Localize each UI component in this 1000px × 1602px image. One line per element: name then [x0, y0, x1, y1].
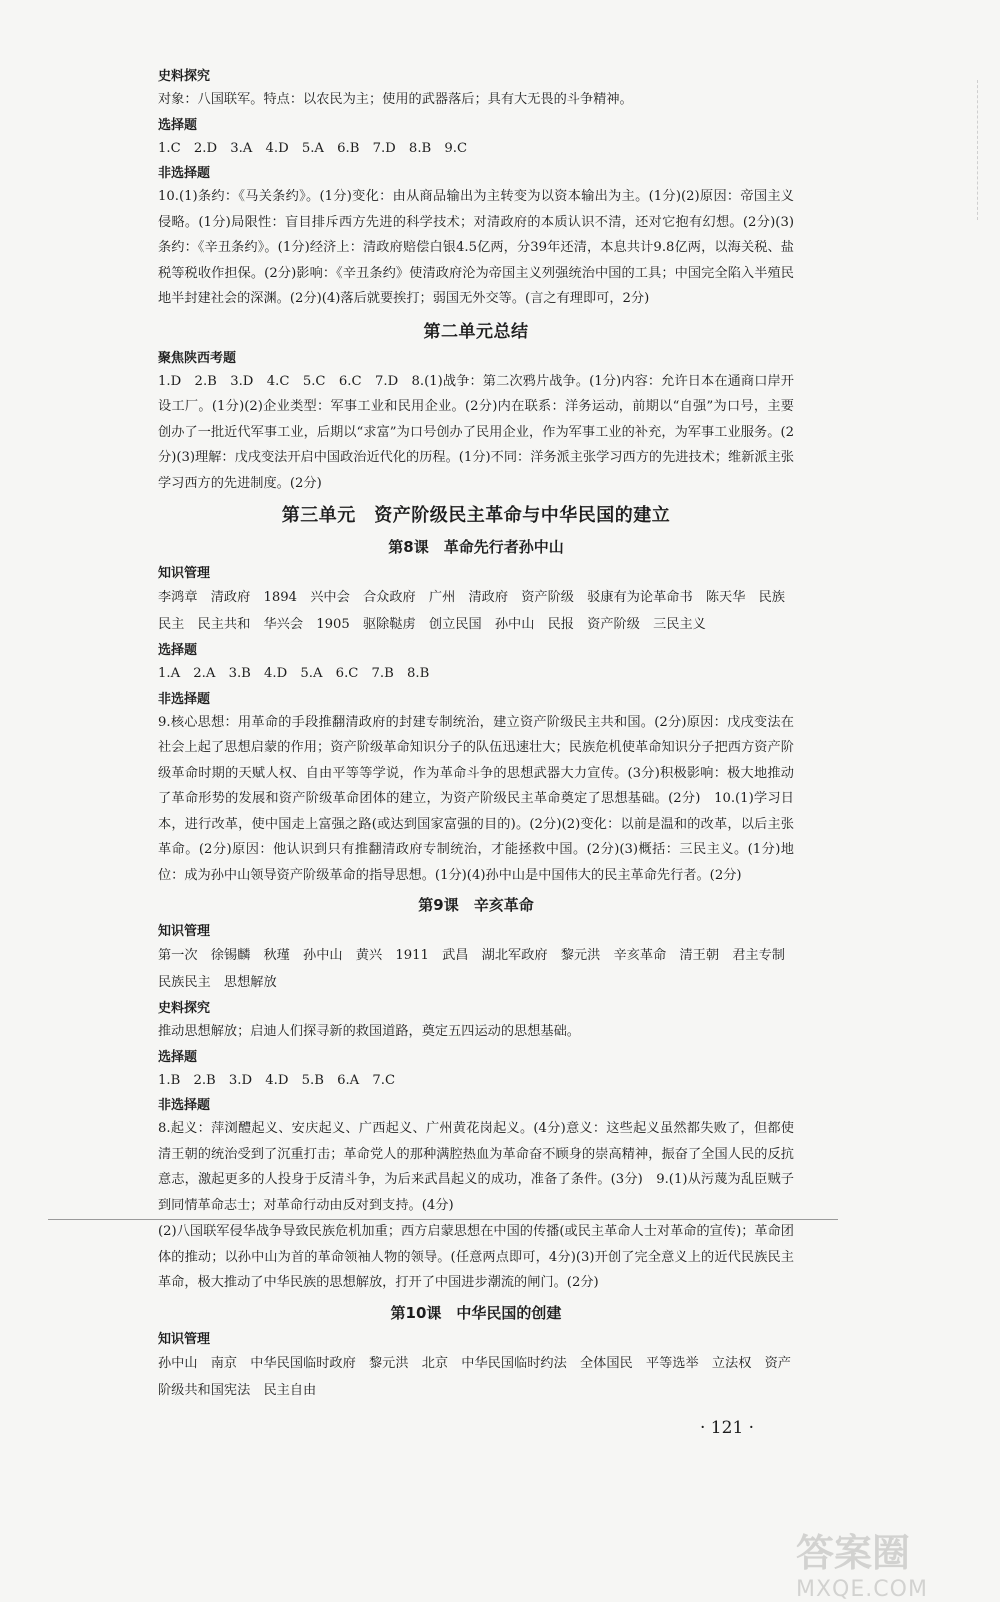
unit-2-summary-title: 第二单元总结: [423, 321, 529, 342]
lesson-8-title: 第8课 革命先行者孙中山: [388, 538, 564, 556]
lesson-9-title: 第9课 辛亥革命: [418, 896, 534, 914]
section-label-non-choice: 非选择题: [158, 691, 211, 707]
section-label-shaanxi-exam: 聚焦陕西考题: [158, 350, 237, 366]
scan-divider-line: [48, 1219, 838, 1220]
multiple-choice-answers: 1.C 2.D 3.A 4.D 5.A 6.B 7.D 8.B 9.C: [158, 140, 468, 156]
answer-page: [158, 64, 799, 1404]
section-label-non-choice: 非选择题: [158, 1098, 211, 1113]
unit-3-title: 第三单元 资产阶级民主革命与中华民国的建立: [281, 505, 671, 526]
non-choice-answers: 10.(1)条约：《马关条约》。(1分)变化：由从商品输出为主转变为以资本输出为主。(1分)(2)原因：帝国主义侵略。(1分)局限性：盲目排斥西方先进的科学技术；对清政府的本质认识不清，还对它抱有幻想。(2分)(3)条约：《辛丑条约》。(1分)经济上：清政府赔偿白银4.5亿两，分39年还清，本息共计9.8亿两，以海关税、盐税等税收作担保。(2分)影响：《辛丑条约》使清政府沦为帝国主义列强统治中国的工具；中国完全陷入半殖民地半封建社会的深渊。(2分)(4)落后就要挨打；弱国无外交等。(言之有理即可，2分): [158, 189, 794, 306]
watermark-brand: 答案圈: [796, 1531, 911, 1575]
section-label-knowledge: 知识管理: [158, 1331, 211, 1347]
knowledge-keywords: 李鸿章 清政府 1894 兴中会 合众政府 广州 清政府 资产阶级 驳康有为论革命书 陈天华 民族民主 民主共和 华兴会 1905 驱除鞑虏 创立民国 孙中山 民报 资产阶级 三民主义: [158, 590, 785, 632]
shaanxi-exam-answers: 1.D 2.B 3.D 4.C 5.C 6.C 7.D 8.(1)战争：第二次鸦片战争。(1分)内容：允许日本在通商口岸开设工厂。(1分)(2)企业类型：军事工业和民用企业。(2分)内在联系：洋务运动，前期以“自强”为口号，主要创办了一批近代军事工业，后期以“求富”为口号创办了民用企业，作为军事工业的补充，为军事工业服务。(2分)(3)理解：戊戌变法开启中国政治近代化的历程。(1分)不同：洋务派主张学习西方的先进技术；维新派主张学习西方的先进制度。(2分): [158, 373, 794, 491]
watermark-logo: [796, 1522, 986, 1602]
section-label-non-choice: 非选择题: [158, 166, 211, 181]
knowledge-keywords: 孙中山 南京 中华民国临时政府 黎元洪 北京 中华民国临时约法 全体国民 平等选举 立法权 资产阶级共和国宪法 民主自由: [158, 1355, 791, 1398]
section-label-historical-inquiry: 史料探究: [158, 69, 211, 84]
section-label-historical-inquiry: 史料探究: [158, 1001, 211, 1016]
multiple-choice-answers: 1.A 2.A 3.B 4.D 5.A 6.C 7.B 8.B: [158, 666, 430, 681]
watermark-url: MXQE.COM: [796, 1577, 928, 1602]
multiple-choice-answers: 1.B 2.B 3.D 4.D 5.B 6.A 7.C: [158, 1072, 396, 1088]
non-choice-answers-part-1: 8.起义：萍浏醴起义、安庆起义、广西起义、广州黄花岗起义。(4分)意义：这些起义虽然都失败了，但都使清王朝的统治受到了沉重打击；革命党人的那种满腔热血为革命奋不顾身的崇高精神，振奋了全国人民的反抗意志，激起更多的人投身于反清斗争，为后来武昌起义的成功，准备了条件。(3分) 9.(1)从污蔑为乱臣贼子到同情革命志士；对革命行动由反对到支持。(4分): [158, 1121, 794, 1213]
section-label-knowledge: 知识管理: [158, 924, 211, 939]
non-choice-answers-part-2: (2)八国联军侵华战争导致民族危机加重；西方启蒙思想在中国的传播(或民主革命人士对革命的宣传)；革命团体的推动；以孙中山为首的革命领袖人物的领导。(任意两点即可，4分)(3)开创了完全意义上的近代民族民主革命，极大推动了中华民族的思想解放，打开了中国进步潮流的闸门。(2分): [158, 1224, 794, 1290]
lesson-10-title: 第10课 中华民国的创建: [390, 1303, 562, 1322]
page-edge-strip: [977, 80, 1000, 220]
section-label-multiple-choice: 选择题: [158, 117, 198, 133]
section-label-knowledge: 知识管理: [158, 566, 211, 581]
non-choice-answers: 9.核心思想：用革命的手段推翻清政府的封建专制统治，建立资产阶级民主共和国。(2分)原因：戊戌变法在社会上起了思想启蒙的作用；资产阶级革命知识分子的队伍迅速壮大；民族危机使革命知识分子把西方资产阶级革命时期的天赋人权、自由平等等学说，作为革命斗争的思想武器大力宣传。(3分)积极影响：极大地推动了革命形势的发展和资产阶级革命团体的建立，为资产阶级民主革命奠定了思想基础。(2分) 10.(1)学习日本，进行改革，使中国走上富强之路(或达到国家富强的目的)。(2分)(2)变化：以前是温和的改革，以后主张革命。(2分)原因：他认识到只有推翻清政府专制统治，才能拯救中国。(2分)(3)概括：三民主义。(1分)地位：成为孙中山领导资产阶级革命的指导思想。(1分)(4)孙中山是中国伟大的民主革命先行者。(2分): [158, 714, 794, 883]
knowledge-keywords: 第一次 徐锡麟 秋瑾 孙中山 黄兴 1911 武昌 湖北军政府 黎元洪 辛亥革命 清王朝 君主专制 民族民主 思想解放: [158, 948, 799, 990]
historical-inquiry-answer: 对象：八国联军。特点：以农民为主；使用的武器落后；具有大无畏的斗争精神。: [158, 92, 633, 107]
section-label-multiple-choice: 选择题: [158, 643, 198, 658]
page-number: · 121 ·: [700, 1418, 755, 1438]
historical-inquiry-answer: 推动思想解放；启迪人们探寻新的救国道路，奠定五四运动的思想基础。: [158, 1024, 580, 1039]
section-label-multiple-choice: 选择题: [158, 1049, 198, 1065]
